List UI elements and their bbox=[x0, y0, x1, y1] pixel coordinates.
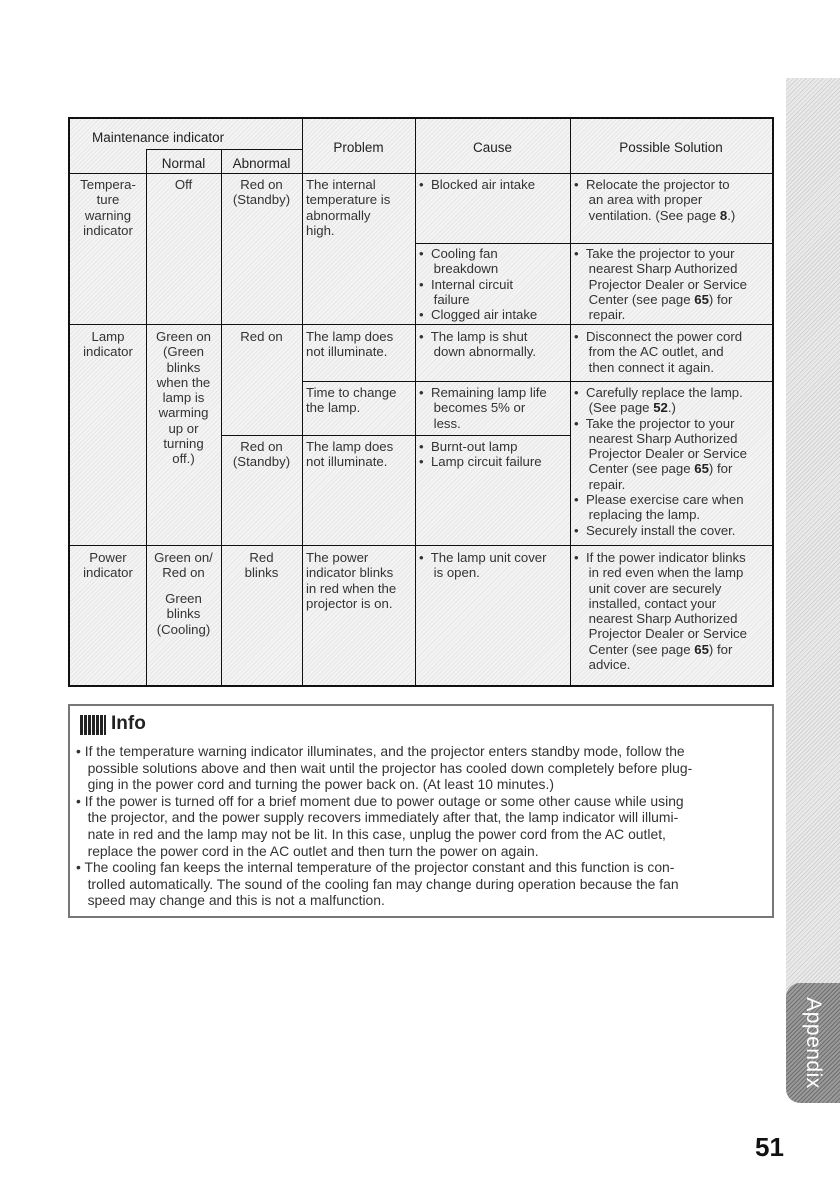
appendix-tab[interactable] bbox=[786, 983, 840, 1103]
info-bullet: • If the temperature warning indicator illuminates, and the projector enters standby mode, follow the possible solutions above and then wait until the projector has cooled down completely before plug- ging in the power cord and turning the power back on. (At least 10 minutes.) bbox=[76, 743, 693, 793]
info-title: Info bbox=[111, 713, 146, 734]
temperature-cause-1: • Blocked air intake bbox=[419, 177, 536, 192]
page-ref: 65 bbox=[694, 291, 709, 307]
lamp-solution-2: • Carefully replace the lamp. (See page 52.) • Take the projector to your nearest Sharp Authorized Projector Dealer or Service Center (see page 65) for repair. • Please exercise care when replacing the lamp. • Securely install the cover. bbox=[574, 385, 747, 538]
page-ref: 52 bbox=[653, 400, 668, 416]
info-bullet: • If the power is turned off for a brief moment due to power outage or some other cause while using the projector, and the power supply recovers immediately after that, the lamp indicator will illumi- nate in red and the lamp may not be lit. In this case, unplug the power cord from the AC outlet, replace the power cord in the AC outlet and then turn the power on again. bbox=[76, 792, 684, 859]
temperature-cause-2: • Cooling fan breakdown • Internal circuit failure • Clogged air intake bbox=[419, 246, 538, 323]
grid-line bbox=[415, 119, 416, 685]
grid-line bbox=[70, 324, 772, 325]
temperature-solution-1: • Relocate the projector to an area with proper ventilation. (See page 8.) bbox=[574, 177, 736, 223]
lamp-solution-1: • Disconnect the power cord from the AC outlet, and then connect it again. bbox=[574, 329, 743, 375]
power-indicator-label: Power indicator bbox=[83, 550, 133, 581]
page-number: 51 bbox=[755, 1132, 784, 1162]
lamp-abnormal-2: Red on (Standby) bbox=[232, 439, 291, 470]
header-possible-solution: Possible Solution bbox=[619, 140, 723, 155]
header-cause: Cause bbox=[472, 140, 513, 155]
power-solution: • If the power indicator blinks in red even when the lamp unit cover are securely installed, contact your nearest Sharp Authorized Projector Dealer or Service Center (see page 65) for advice. bbox=[574, 550, 747, 673]
grid-line bbox=[146, 149, 302, 150]
header-abnormal: Abnormal bbox=[232, 156, 291, 171]
lamp-cause-2: • Remaining lamp life becomes 5% or less. bbox=[419, 385, 547, 431]
temperature-abnormal: Red on (Standby) bbox=[232, 177, 291, 208]
lamp-cause-3: • Burnt-out lamp • Lamp circuit failure bbox=[419, 439, 542, 470]
grid-line bbox=[70, 545, 772, 546]
grid-line bbox=[221, 435, 570, 436]
header-maintenance-indicator: Maintenance indicator bbox=[92, 130, 225, 145]
grid-line bbox=[221, 149, 222, 685]
power-problem: The power indicator blinks in red when the projector is on. bbox=[306, 550, 397, 611]
temperature-solution-2: • Take the projector to your nearest Sharp Authorized Projector Dealer or Service Center (see page 65) for repair. bbox=[574, 246, 747, 323]
temperature-normal: Off bbox=[174, 177, 193, 192]
power-normal-cooling: Green blinks (Cooling) bbox=[156, 591, 211, 637]
power-normal: Green on/ Red on bbox=[154, 550, 213, 581]
indicator-table bbox=[68, 117, 774, 687]
page-ref: 65 bbox=[694, 641, 709, 657]
info-bullets bbox=[76, 743, 770, 909]
lamp-abnormal-1: Red on bbox=[240, 329, 283, 344]
grid-line bbox=[570, 119, 571, 685]
temperature-problem: The internal temperature is abnormally high. bbox=[306, 177, 391, 238]
grid-line bbox=[415, 381, 772, 382]
lamp-problem-1: The lamp does not illuminate. bbox=[306, 329, 394, 360]
info-bullet: • The cooling fan keeps the internal temperature of the projector constant and this function is con- trolled automatically. The sound of the cooling fan may change during operation because the fan speed may change and this is not a malfunction. bbox=[76, 859, 679, 909]
lamp-cause-1: • The lamp is shut down abnormally. bbox=[419, 329, 537, 360]
temperature-indicator-label: Tempera- ture warning indicator bbox=[80, 177, 136, 238]
power-abnormal: Red blinks bbox=[244, 550, 279, 581]
grid-line bbox=[415, 243, 772, 244]
lamp-problem-2: Time to change the lamp. bbox=[306, 385, 397, 416]
header-normal: Normal bbox=[161, 156, 206, 171]
power-cause: • The lamp unit cover is open. bbox=[419, 550, 547, 581]
lamp-normal: Green on (Green blinks when the lamp is warming up or turning off.) bbox=[156, 329, 211, 467]
header-problem: Problem bbox=[333, 140, 384, 155]
appendix-tab-label: Appendix bbox=[802, 997, 825, 1089]
page-ref: 65 bbox=[694, 461, 709, 477]
grid-line bbox=[302, 119, 303, 685]
lamp-problem-3: The lamp does not illuminate. bbox=[306, 439, 394, 470]
book-icon bbox=[80, 715, 106, 735]
page-ref: 8 bbox=[719, 207, 728, 223]
side-pattern-strip bbox=[786, 78, 840, 1088]
lamp-indicator-label: Lamp indicator bbox=[83, 329, 133, 360]
grid-line bbox=[70, 173, 772, 174]
info-box bbox=[68, 704, 774, 918]
